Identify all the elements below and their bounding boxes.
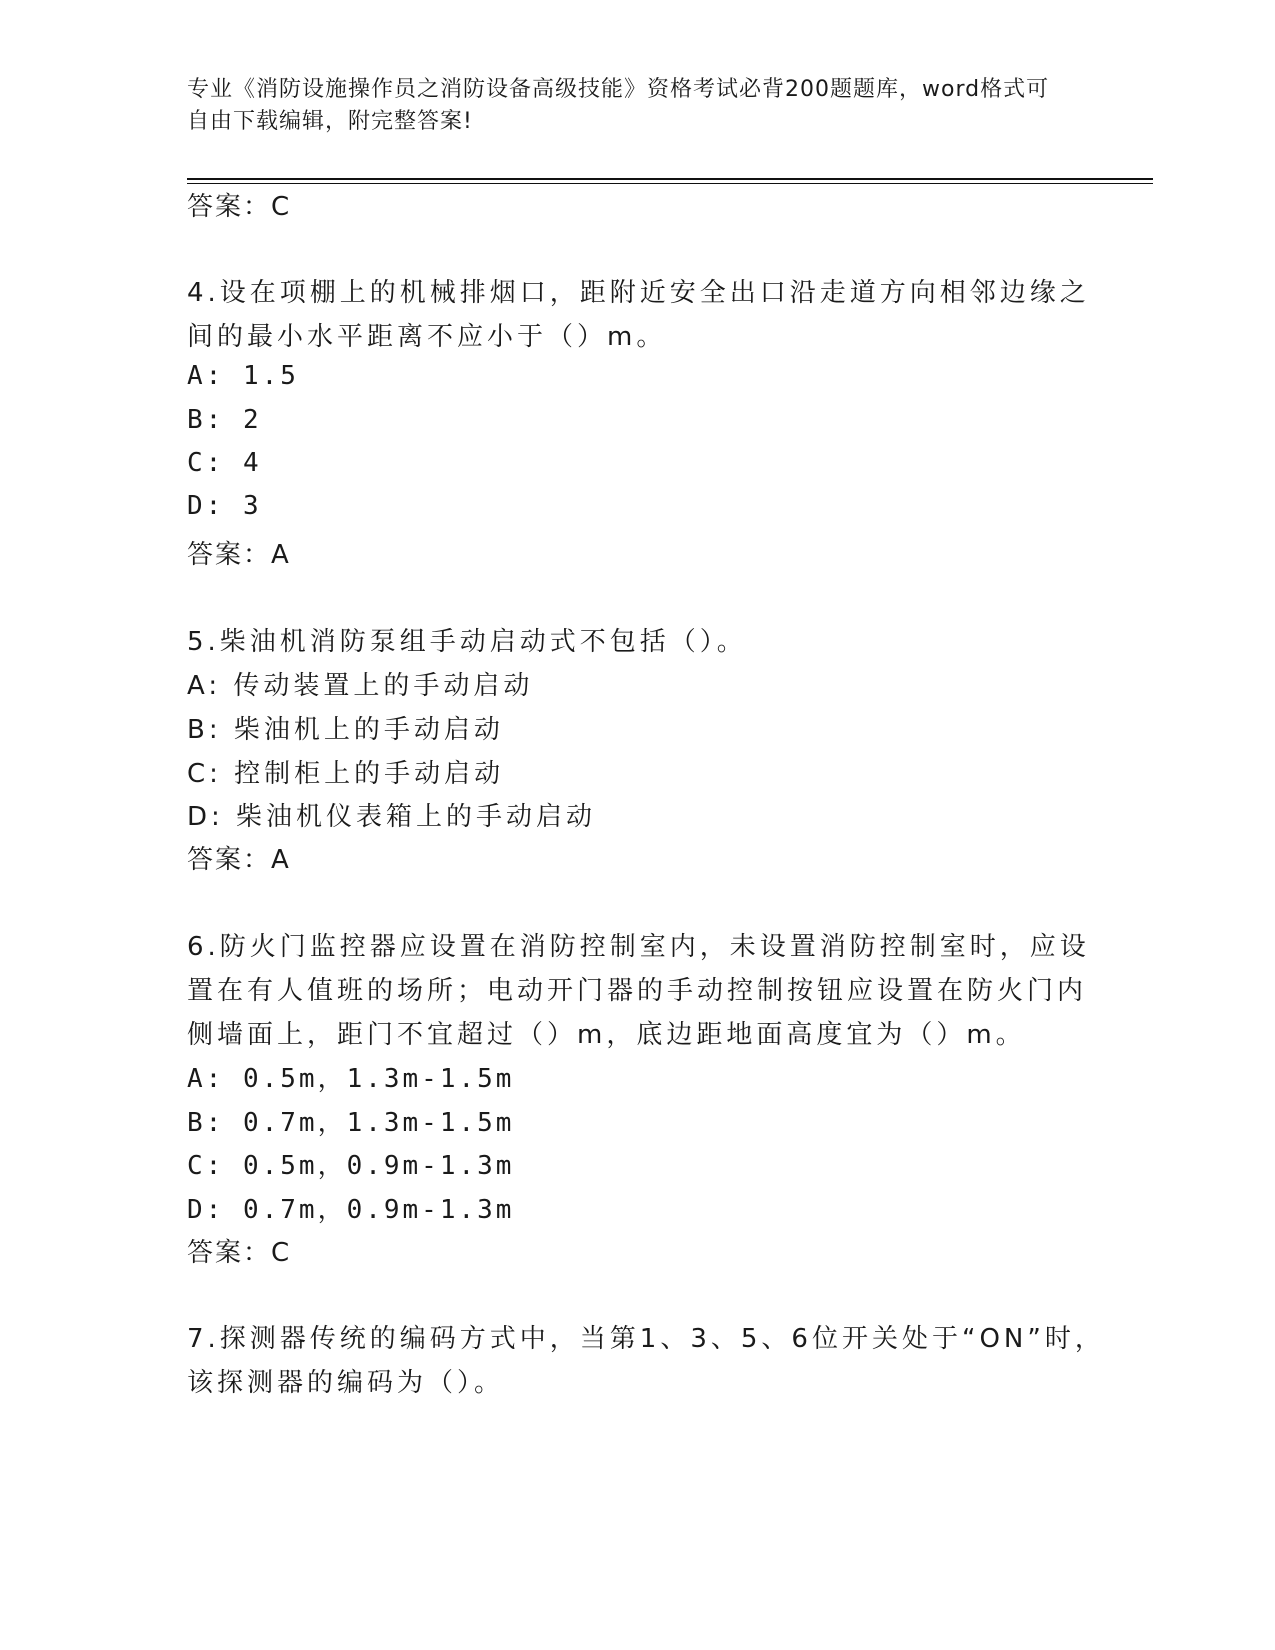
q7-stem-line2: 该探测器的编码为（）。 bbox=[187, 1368, 505, 1398]
q4-stem-line2: 间的最小水平距离不应小于（）m。 bbox=[187, 322, 667, 352]
q4-answer: 答案：A bbox=[187, 540, 291, 570]
header-rule-thick bbox=[187, 178, 1153, 180]
q5-option-d: D: 柴油机仪表箱上的手动启动 bbox=[187, 802, 597, 832]
q6-option-a: A: 0.5m，1.3m-1.5m bbox=[187, 1064, 515, 1094]
answer-q3: 答案：C bbox=[187, 192, 292, 222]
q6-stem-line3: 侧墙面上，距门不宜超过（）m，底边距地面高度宜为（）m。 bbox=[187, 1020, 1026, 1050]
q5-stem: 5.柴油机消防泵组手动启动式不包括（）。 bbox=[187, 627, 747, 657]
header-rule-thin bbox=[187, 183, 1153, 184]
q6-stem-line2: 置在有人值班的场所；电动开门器的手动控制按钮应设置在防火门内 bbox=[187, 976, 1088, 1006]
q4-option-a: A: 1.5 bbox=[187, 361, 299, 391]
q4-option-d: D: 3 bbox=[187, 491, 262, 521]
q7-stem-line1: 7.探测器传统的编码方式中，当第1、3、5、6位开关处于“ON”时， bbox=[187, 1324, 1105, 1354]
q5-answer: 答案：A bbox=[187, 845, 291, 875]
page-header: 专业《消防设施操作员之消防设备高级技能》资格考试必背200题题库，word格式可自由下载编辑，附完整答案! bbox=[187, 77, 1050, 134]
q6-answer: 答案：C bbox=[187, 1238, 292, 1268]
q4-option-b: B: 2 bbox=[187, 405, 262, 435]
q4-option-c: C: 4 bbox=[187, 448, 262, 478]
q5-option-b: B: 柴油机上的手动启动 bbox=[187, 715, 504, 745]
q6-option-d: D: 0.7m，0.9m-1.3m bbox=[187, 1195, 515, 1225]
q5-option-a: A: 传动装置上的手动启动 bbox=[187, 671, 534, 701]
q6-option-c: C: 0.5m，0.9m-1.3m bbox=[187, 1151, 515, 1181]
q6-stem-line1: 6.防火门监控器应设置在消防控制室内，未设置消防控制室时，应设 bbox=[187, 932, 1090, 962]
q4-stem-line1: 4.设在项棚上的机械排烟口，距附近安全出口沿走道方向相邻边缘之 bbox=[187, 278, 1090, 308]
q6-option-b: B: 0.7m，1.3m-1.5m bbox=[187, 1108, 515, 1138]
q5-option-c: C: 控制柜上的手动启动 bbox=[187, 759, 505, 789]
